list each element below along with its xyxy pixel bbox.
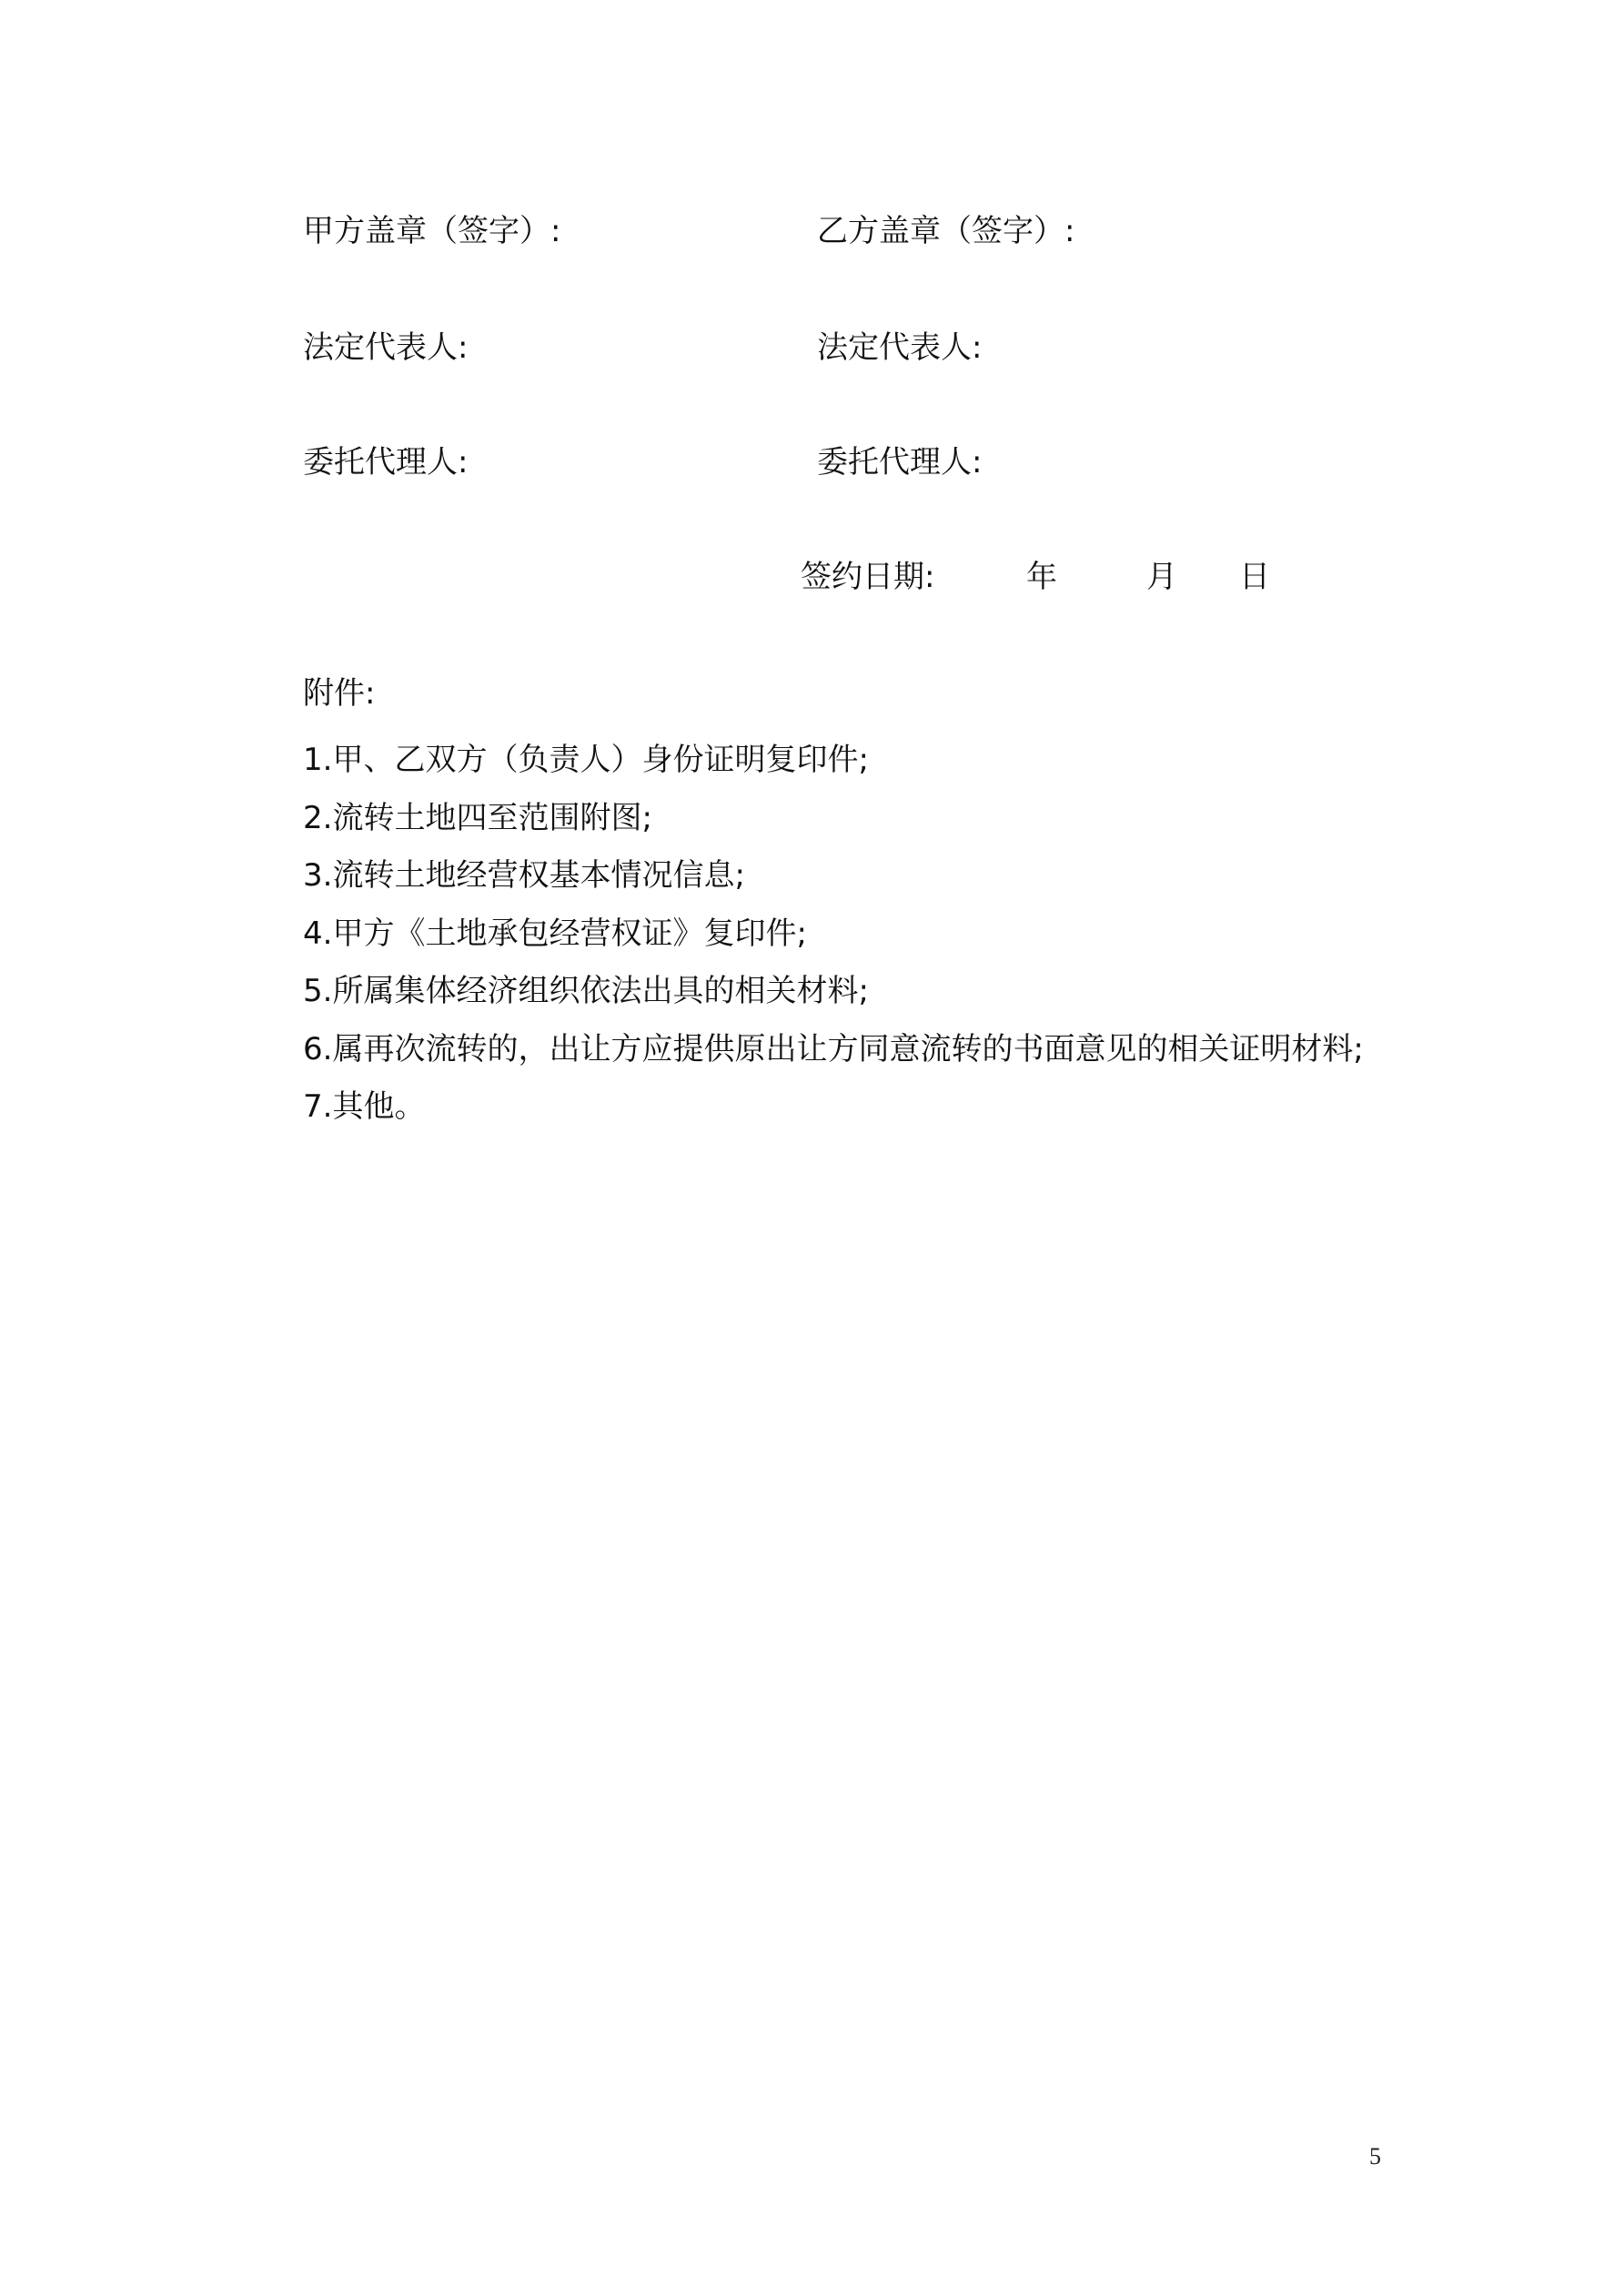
attachments-list xyxy=(303,732,1364,1137)
party-a-legal-rep-label: 法定代表人: xyxy=(303,329,469,366)
party-a-agent-label: 委托代理人: xyxy=(303,444,469,480)
list-item: 3.流转土地经营权基本情况信息; xyxy=(303,857,745,894)
attachments-title: 附件: xyxy=(303,675,376,712)
signing-date-day: 日 xyxy=(1239,559,1270,595)
list-item: 7.其他。 xyxy=(303,1088,426,1125)
party-b-legal-rep-label: 法定代表人: xyxy=(817,329,983,366)
page-number: 5 xyxy=(1369,2143,1381,2170)
party-b-seal-label: 乙方盖章（签字）: xyxy=(817,213,1075,249)
signing-date-label: 签约日期: xyxy=(801,559,935,595)
list-item: 4.甲方《土地承包经营权证》复印件; xyxy=(303,915,807,952)
list-item: 2.流转土地四至范围附图; xyxy=(303,799,652,836)
list-item: 5.所属集体经济组织依法出具的相关材料; xyxy=(303,973,869,1009)
list-item: 6.属再次流转的，出让方应提供原出让方同意流转的书面意见的相关证明材料; xyxy=(303,1030,1364,1067)
list-item: 1.甲、乙双方（负责人）身份证明复印件; xyxy=(303,742,869,778)
party-b-agent-label: 委托代理人: xyxy=(817,444,983,480)
signing-date-year: 年 xyxy=(1026,559,1057,595)
signing-date-month: 月 xyxy=(1146,559,1177,595)
party-a-seal-label: 甲方盖章（签字）: xyxy=(303,213,561,249)
